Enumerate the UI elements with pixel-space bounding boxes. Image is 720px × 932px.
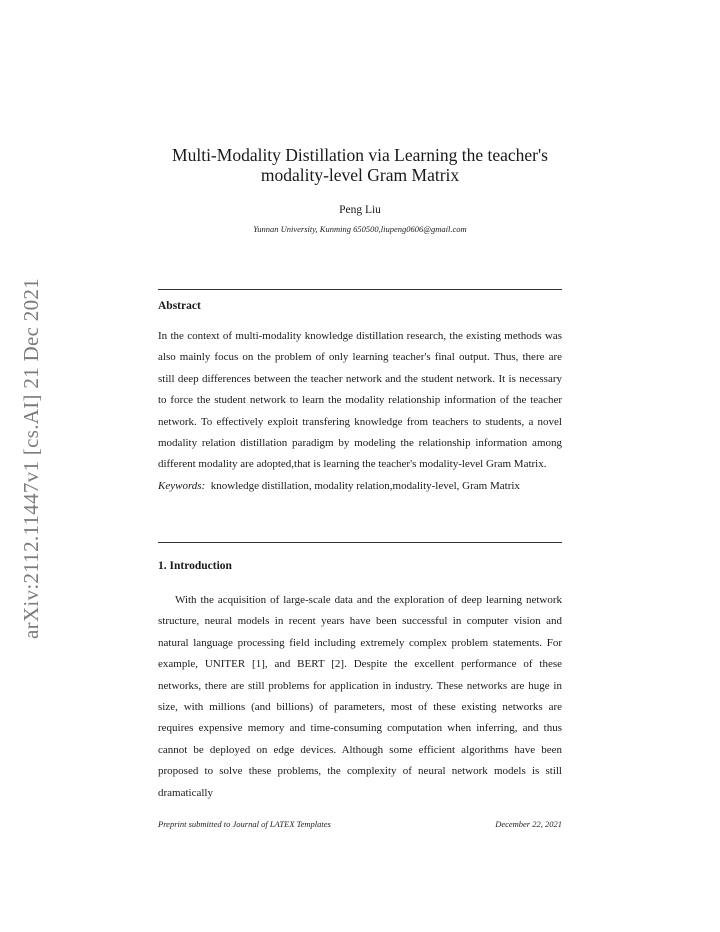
introduction-body: With the acquisition of large-scale data and the exploration of deep learning network structure, neural models in recent years have been successful in computer vision and natural language processing field including extremely complex problem statements. For example, UNITER [1], and BERT [2]. Despite the excellent performance of these networks, there are still problems for application in industry. These networks are huge in size, with millions (and billions) of parameters, most of these existing networks are requires expensive memory and time-consuming computation when inferring, and thus cannot be deployed on edge devices. Although some efficient algorithms have been proposed to solve these problems, the complexity of neural network models is still dramatically — [158, 594, 562, 799]
author-affiliation: Yunnan University, Kunming 650500,liupeng0606@gmail.com — [253, 224, 467, 234]
abstract-top-rule — [158, 289, 562, 290]
arxiv-sidebar-stamp — [14, 258, 48, 658]
title-line-2: modality-level Gram Matrix — [260, 165, 460, 185]
page-footer — [158, 819, 562, 829]
keywords-text: knowledge distillation, modality relation,modality-level, Gram Matrix — [210, 479, 520, 492]
abstract-text: In the context of multi-modality knowledge distillation research, the existing methods was also mainly focus on the problem of only learning teacher's final output. Thus, there are still deep differences between the teacher network and the student network. It is necessary to force the student network to learn the modality relationship information of the teacher network. To effectively exploit transfering knowledge from teachers to students, a novel modality relation distillation paradigm by modeling the relationship information among different modality are adopted,that is learning the teacher's modality-level Gram Matrix. — [158, 330, 562, 471]
keywords-line — [158, 476, 562, 497]
author-name: Peng Liu — [339, 204, 381, 216]
footer-journal: Preprint submitted to Journal of LATEX Templates — [158, 819, 331, 829]
title-line-1: Multi-Modality Distillation via Learning the teacher's — [172, 145, 548, 165]
abstract-bottom-rule — [158, 542, 562, 543]
keywords-label: Keywords: — [158, 479, 206, 492]
footer-date: December 22, 2021 — [495, 819, 562, 829]
paper-title — [158, 145, 562, 185]
arxiv-id-text: arXiv:2112.11447v1 [cs.AI] 21 Dec 2021 — [18, 277, 43, 639]
abstract-heading: Abstract — [158, 300, 201, 312]
abstract-body — [158, 326, 562, 497]
introduction-heading: 1. Introduction — [158, 560, 232, 572]
